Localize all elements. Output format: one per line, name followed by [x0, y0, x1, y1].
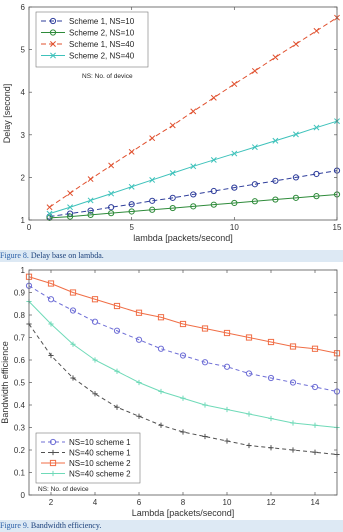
data-point [67, 191, 72, 196]
x-tick-label: 10 [222, 498, 232, 507]
data-point [158, 423, 163, 428]
data-point [109, 191, 114, 196]
y-tick-label: 0.5 [13, 378, 25, 388]
data-point [158, 389, 163, 394]
legend-label: NS=10 scheme 1 [69, 438, 131, 447]
x-tick-label: 10 [229, 223, 239, 232]
data-point [314, 28, 319, 33]
data-point [180, 429, 185, 434]
data-point [88, 177, 93, 182]
data-point [114, 405, 119, 410]
data-point [136, 380, 141, 385]
series-line [29, 286, 337, 392]
data-point [191, 109, 196, 114]
data-point [180, 396, 185, 401]
y-tick-label: 5 [20, 45, 25, 55]
series-line [29, 302, 337, 428]
y-tick-label: 0.9 [13, 288, 25, 298]
legend-label: Scheme 1, NS=40 [69, 40, 135, 49]
y-tick-label: 0.7 [13, 333, 25, 343]
data-point [252, 68, 257, 73]
x-tick-label: 14 [310, 498, 320, 507]
data-point [191, 164, 196, 169]
data-point [232, 151, 237, 156]
data-point [224, 438, 229, 443]
data-point [314, 125, 319, 130]
series-4 [47, 119, 340, 217]
x-axis-label: lambda [packets/second] [133, 233, 233, 243]
y-tick-label: 0.3 [13, 423, 25, 433]
data-point [246, 443, 251, 448]
x-tick-label: 0 [26, 223, 32, 232]
x-tick-label: 8 [180, 498, 186, 507]
y-tick-label: 1 [20, 216, 25, 225]
legend-label: Scheme 2, NS=40 [69, 51, 135, 61]
legend-label: Scheme 2, NS=10 [69, 28, 135, 38]
figure-9-label: Figure 9. [0, 521, 29, 530]
data-point [150, 136, 155, 141]
y-tick-label: 4 [20, 88, 25, 98]
data-point [268, 416, 273, 421]
data-point [293, 41, 298, 46]
x-tick-label: 12 [266, 498, 276, 507]
data-point [48, 297, 53, 302]
data-point [129, 184, 134, 189]
data-point [224, 407, 229, 412]
data-point [202, 434, 207, 439]
delay-chart [0, 0, 343, 248]
figure-9-caption [0, 520, 343, 532]
y-tick-label: 0.4 [13, 401, 25, 410]
y-tick-label: 0.6 [13, 356, 25, 365]
legend-note: NS: No. of device [38, 486, 89, 493]
legend-label: Scheme 1, NS=10 [69, 17, 135, 26]
y-tick-label: 2 [20, 173, 25, 183]
legend-note: NS: No. of device [82, 73, 133, 80]
data-point [232, 82, 237, 87]
data-point [114, 369, 119, 374]
data-point [129, 149, 134, 154]
data-point [202, 402, 207, 407]
y-tick-label: 3 [20, 130, 25, 140]
data-point [290, 447, 295, 452]
legend-label: NS=40 scheme 1 [69, 448, 131, 458]
legend [36, 433, 140, 493]
y-tick-label: 0.1 [13, 468, 25, 478]
x-tick-label: 5 [129, 223, 134, 232]
series-4 [26, 299, 339, 430]
y-tick-label: 6 [20, 3, 25, 12]
x-axis-label: Lambda [packets/second] [131, 508, 235, 518]
y-axis-label: Bandwidth efficience [0, 341, 10, 424]
y-tick-label: 1 [20, 266, 25, 275]
figure-8-label: Figure 8. [0, 251, 29, 260]
data-point [273, 138, 278, 143]
y-axis-label: Delay [second] [2, 83, 12, 144]
data-point [47, 205, 52, 210]
data-point [109, 163, 114, 168]
data-point [158, 346, 163, 351]
data-point [246, 411, 251, 416]
legend [36, 12, 148, 80]
data-point [211, 95, 216, 100]
data-point [170, 123, 175, 128]
series-line [29, 277, 337, 354]
legend-label: NS=10 scheme 2 [69, 459, 131, 468]
legend-label: NS=40 scheme 2 [69, 469, 131, 479]
data-point [170, 171, 175, 176]
figure-9-text: Bandwidth efficiency. [28, 521, 102, 530]
data-point [88, 198, 93, 203]
bandwidth-chart [0, 264, 343, 518]
data-point [268, 445, 273, 450]
figure-8-text: Delay base on lambda. [28, 251, 104, 260]
data-point [312, 423, 317, 428]
x-tick-label: 4 [92, 498, 98, 507]
data-point [136, 414, 141, 419]
x-tick-label: 2 [48, 498, 54, 507]
data-point [273, 55, 278, 60]
data-point [312, 450, 317, 455]
data-point [293, 132, 298, 137]
data-point [150, 177, 155, 182]
y-tick-label: 0 [20, 491, 25, 500]
data-point [290, 420, 295, 425]
series-2 [47, 192, 340, 221]
x-tick-label: 6 [136, 498, 142, 507]
data-point [92, 319, 97, 324]
data-point [252, 145, 257, 150]
x-tick-label: 15 [332, 223, 342, 232]
y-tick-label: 0.8 [13, 311, 25, 320]
figure-8-caption [0, 250, 343, 262]
y-tick-label: 0.2 [13, 446, 25, 455]
data-point [211, 157, 216, 162]
data-point [67, 205, 72, 210]
series-1 [47, 168, 340, 219]
